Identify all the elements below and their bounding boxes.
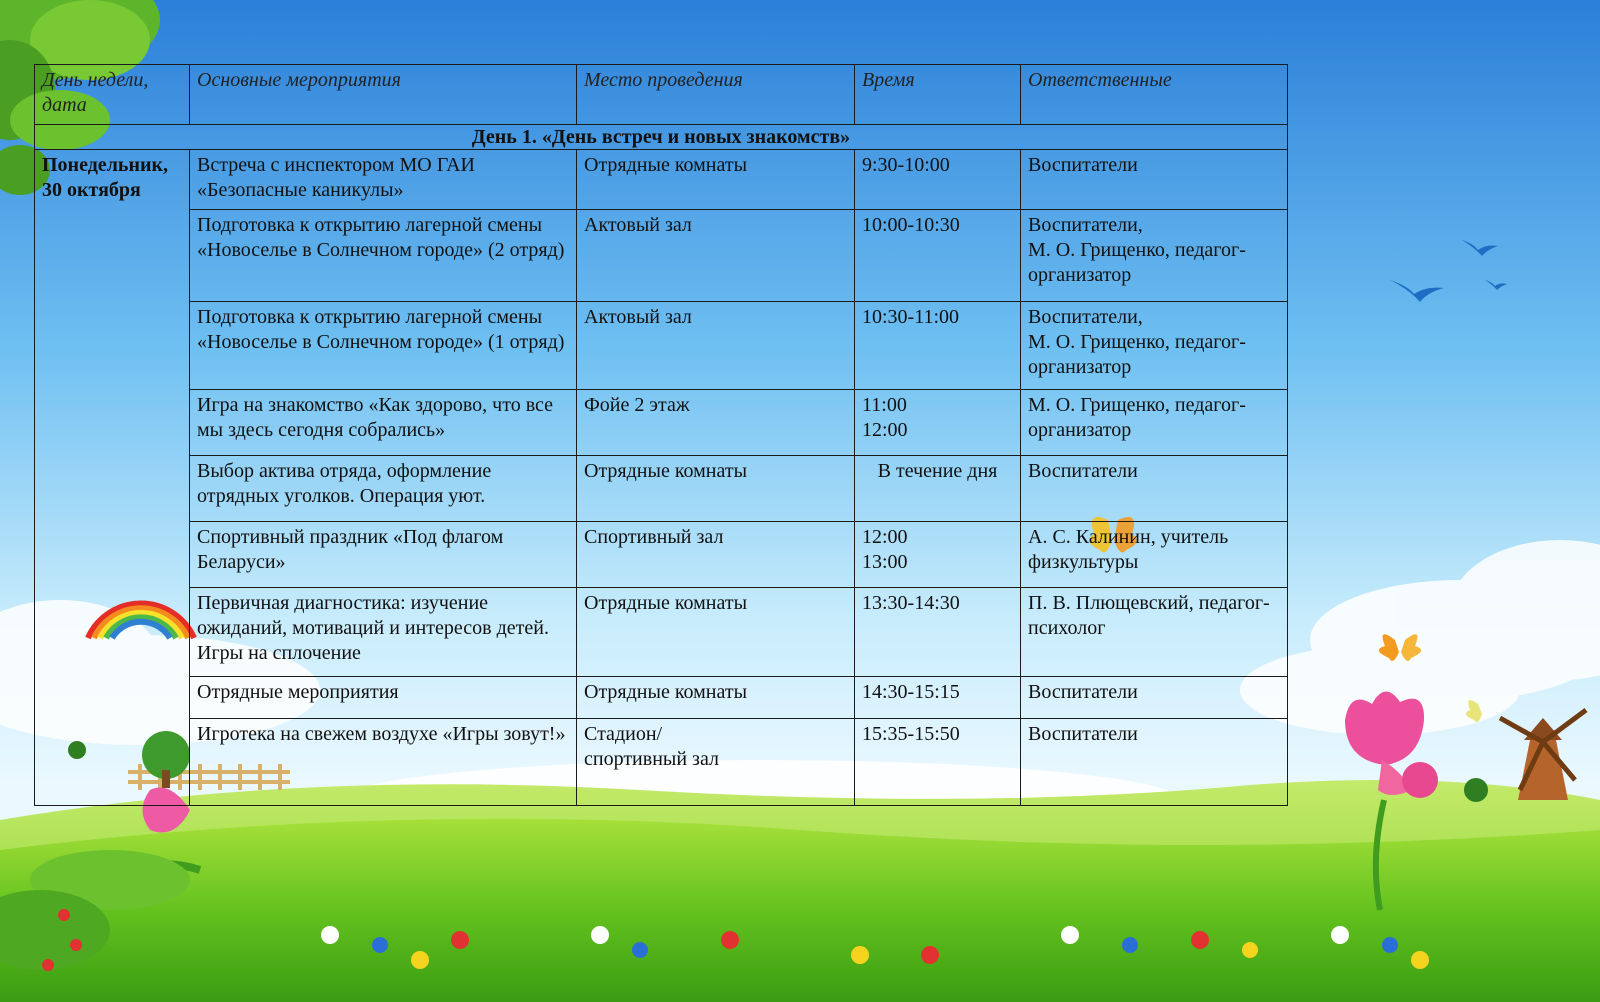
place-cell: Отрядные комнаты	[577, 150, 855, 210]
responsible-cell: П. В. Плющевский, педагог-психолог	[1021, 588, 1288, 677]
event-cell: Отрядные мероприятия	[190, 677, 577, 719]
table-header-row	[35, 65, 1288, 125]
header-time: Время	[855, 65, 1021, 125]
responsible-cell: Воспитатели	[1021, 150, 1288, 210]
time-cell: 10:30-11:00	[855, 302, 1021, 390]
time-cell: 15:35-15:50	[855, 719, 1021, 806]
time-cell: В течение дня	[855, 456, 1021, 522]
event-cell: Выбор актива отряда, оформление отрядных уголков. Операция уют.	[190, 456, 577, 522]
responsible-cell: М. О. Грищенко, педагог-организатор	[1021, 390, 1288, 456]
time-cell: 9:30-10:00	[855, 150, 1021, 210]
schedule-table	[34, 64, 1288, 806]
responsible-cell: Воспитатели	[1021, 719, 1288, 806]
event-cell: Подготовка к открытию лагерной смены «Новоселье в Солнечном городе» (2 отряд)	[190, 210, 577, 302]
table-row	[35, 719, 1288, 806]
place-cell: Актовый зал	[577, 210, 855, 302]
event-cell: Игра на знакомство «Как здорово, что все мы здесь сегодня собрались»	[190, 390, 577, 456]
place-cell: Актовый зал	[577, 302, 855, 390]
table-row	[35, 588, 1288, 677]
responsible-cell: Воспитатели, М. О. Грищенко, педагог-организатор	[1021, 210, 1288, 302]
time-cell: 13:30-14:30	[855, 588, 1021, 677]
responsible-cell: Воспитатели, М. О. Грищенко, педагог-организатор	[1021, 302, 1288, 390]
event-cell: Встреча с инспектором МО ГАИ «Безопасные каникулы»	[190, 150, 577, 210]
day-title: День 1. «День встреч и новых знакомств»	[35, 125, 1288, 150]
time-cell: 10:00-10:30	[855, 210, 1021, 302]
time-cell: 14:30-15:15	[855, 677, 1021, 719]
table-row	[35, 390, 1288, 456]
event-cell: Спортивный праздник «Под флагом Беларуси»	[190, 522, 577, 588]
table-row	[35, 677, 1288, 719]
place-cell: Отрядные комнаты	[577, 456, 855, 522]
day-title-row	[35, 125, 1288, 150]
day-date-cell: Понедельник, 30 октября	[35, 150, 190, 806]
place-cell: Отрядные комнаты	[577, 677, 855, 719]
responsible-cell: Воспитатели	[1021, 677, 1288, 719]
responsible-cell: А. С. Калинин, учитель физкультуры	[1021, 522, 1288, 588]
place-cell: Стадион/ спортивный зал	[577, 719, 855, 806]
event-cell: Подготовка к открытию лагерной смены «Новоселье в Солнечном городе» (1 отряд)	[190, 302, 577, 390]
place-cell: Спортивный зал	[577, 522, 855, 588]
header-events: Основные мероприятия	[190, 65, 577, 125]
event-cell: Игротека на свежем воздухе «Игры зовут!»	[190, 719, 577, 806]
near-hill	[0, 819, 1600, 1002]
header-day: День недели, дата	[35, 65, 190, 125]
responsible-cell: Воспитатели	[1021, 456, 1288, 522]
table-row	[35, 210, 1288, 302]
place-cell: Фойе 2 этаж	[577, 390, 855, 456]
event-cell: Первичная диагностика: изучение ожиданий, мотиваций и интересов детей. Игры на сплочение	[190, 588, 577, 677]
time-cell: 12:00 13:00	[855, 522, 1021, 588]
header-responsible: Ответственные	[1021, 65, 1288, 125]
header-place: Место проведения	[577, 65, 855, 125]
place-cell: Отрядные комнаты	[577, 588, 855, 677]
table-row	[35, 456, 1288, 522]
table-row	[35, 150, 1288, 210]
table-row	[35, 302, 1288, 390]
table-row	[35, 522, 1288, 588]
time-cell: 11:00 12:00	[855, 390, 1021, 456]
